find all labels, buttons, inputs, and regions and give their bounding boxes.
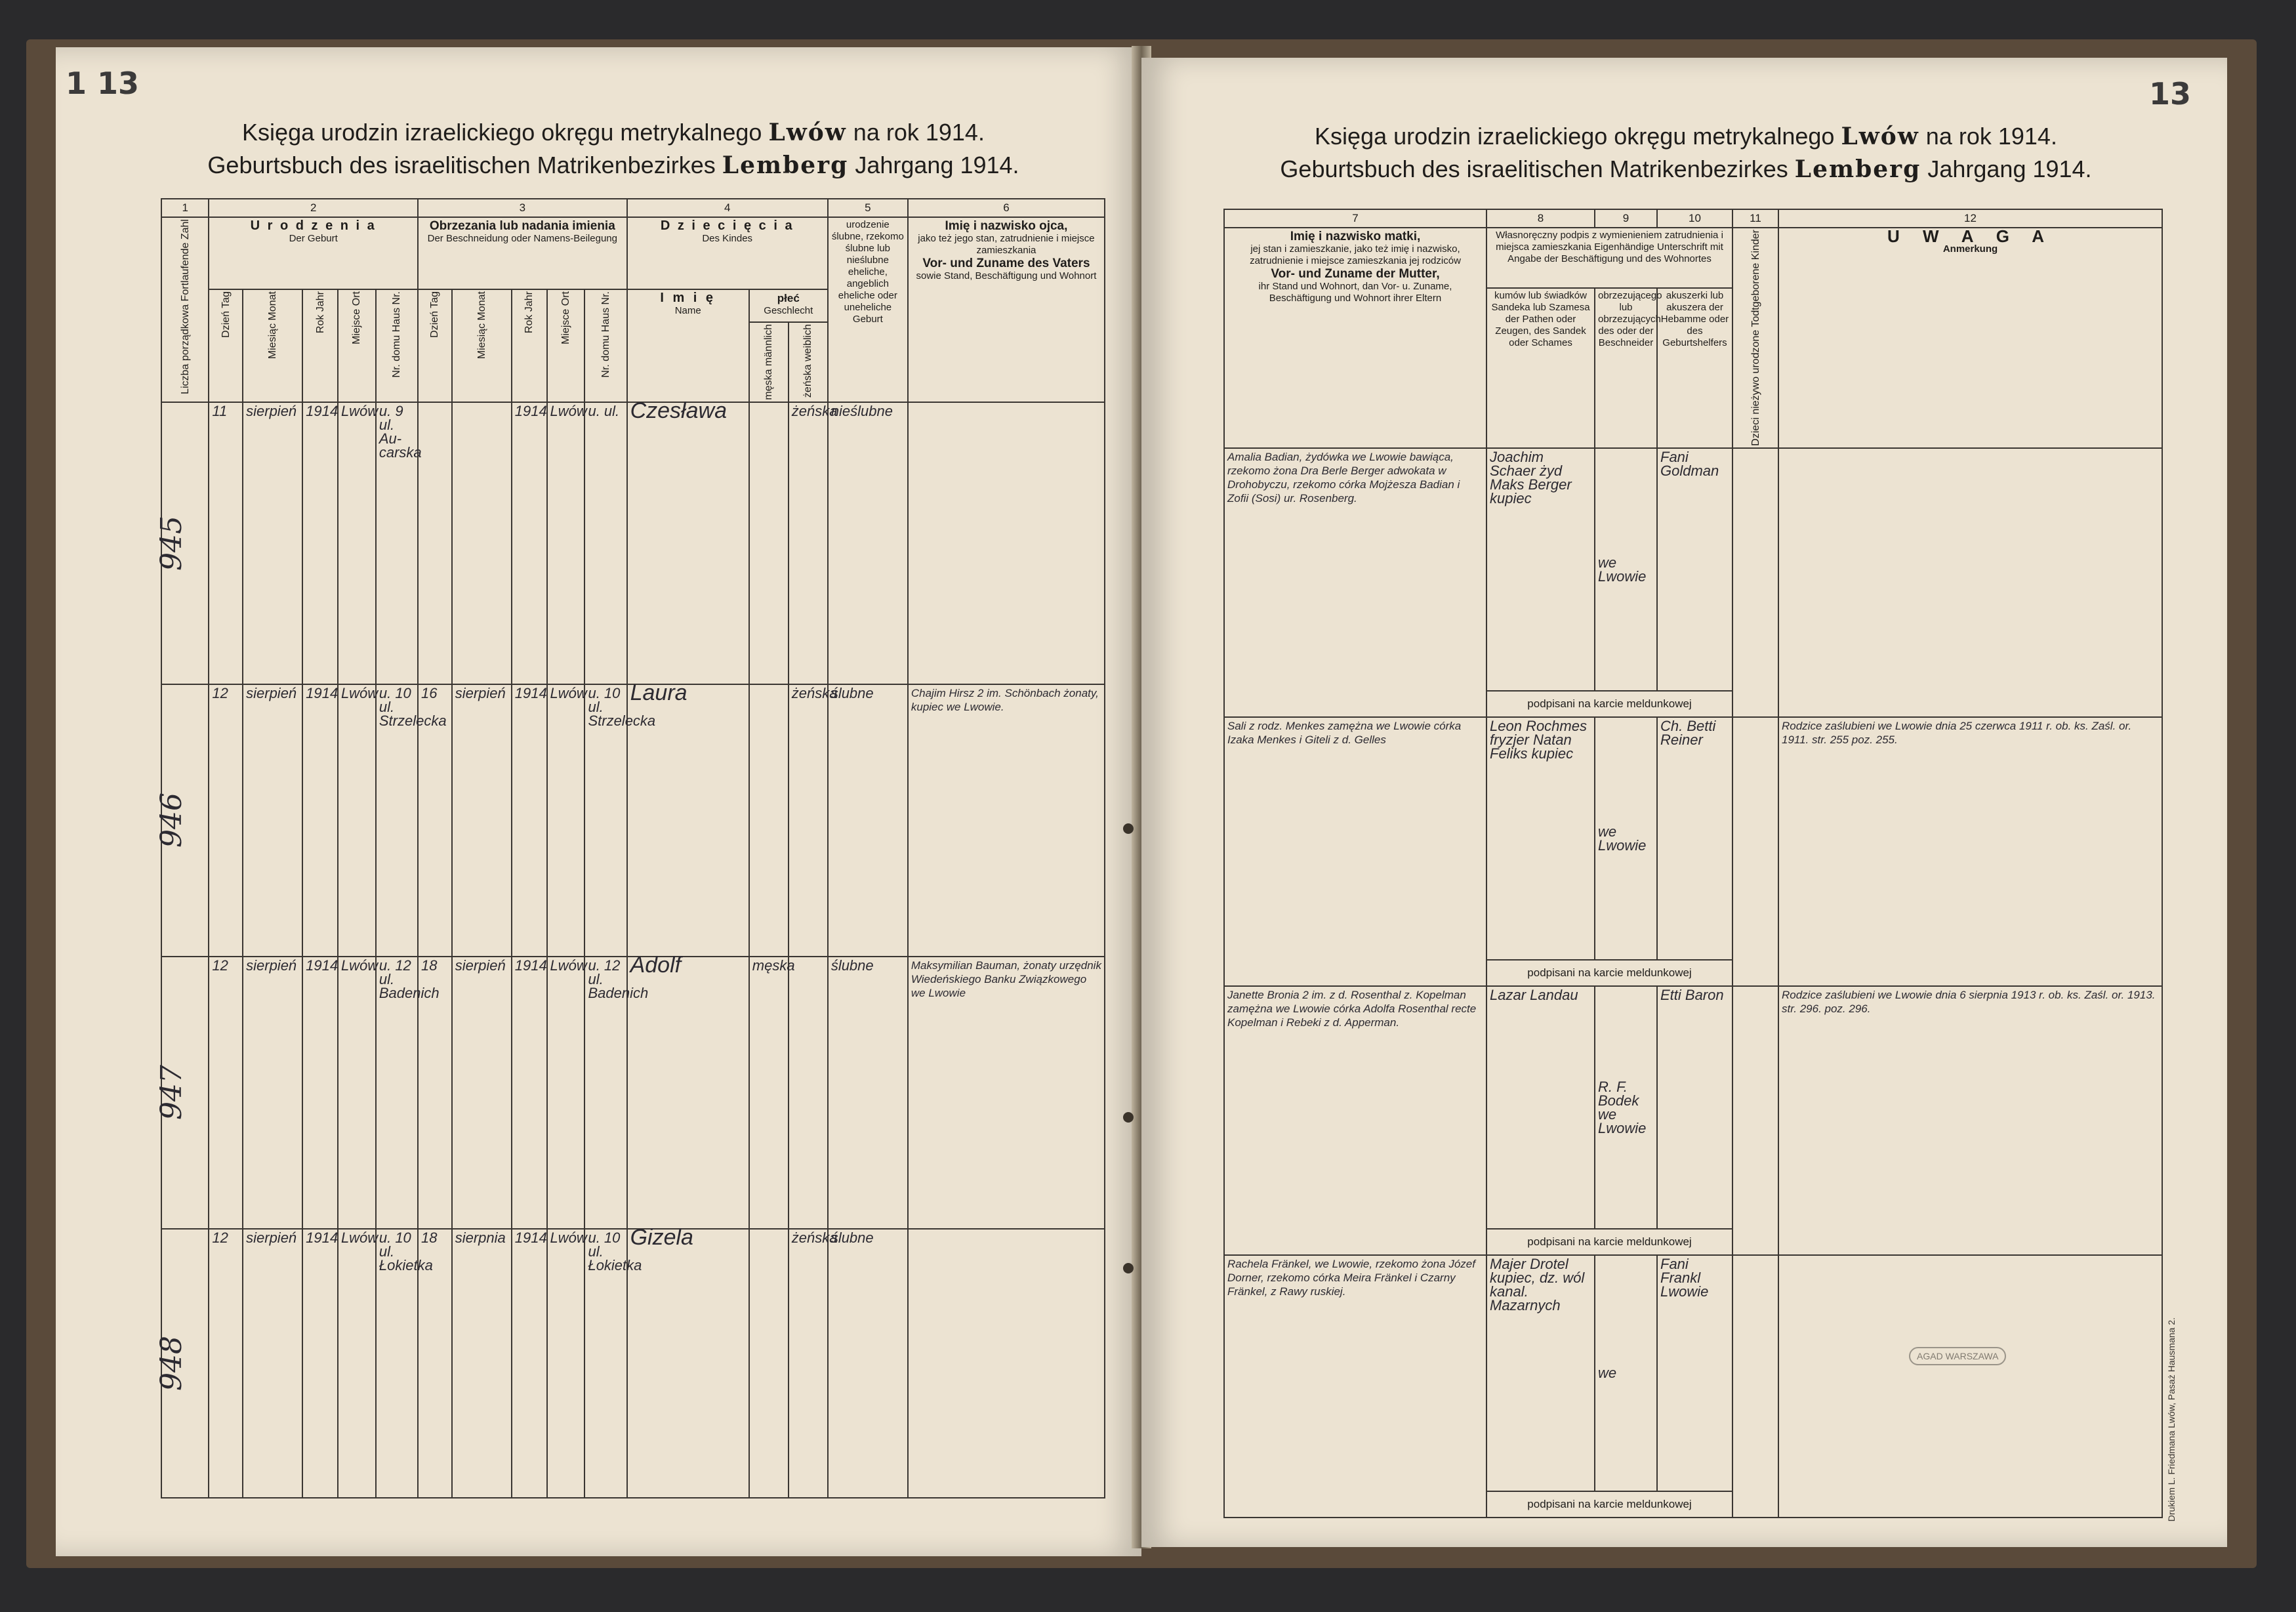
header-birth: U r o d z e n i a Der Geburt [209,217,418,289]
binding-hole [1123,823,1134,834]
title-de-city: Lemberg [722,152,849,179]
midwife: Fani Frankl Lwowie [1657,1255,1732,1491]
circ-place: Lwów [547,402,585,684]
header-circumciser: obrzezującego lub obrzezujących des oder der Beschneider [1595,288,1657,448]
stillborn [1732,717,1778,986]
child-name: Adolf [627,957,749,1229]
stillborn [1732,986,1778,1255]
table-row [161,957,1105,1229]
header-mother: Imię i nazwisko matki, jej stan i zamieszkanie, jako też imię i nazwisko, zatrudnienie i miejsce zamieszkania jej rodziców Vor- und Zuname der Mutter, ihr Stand und Wohnort, dan Vor- u. Zuname, Beschäftigung und Wohnort ihrer Eltern [1224,228,1486,448]
birth-month: sierpień [243,684,302,957]
circumciser: we [1595,1255,1657,1491]
circ-day [418,402,452,684]
title-de-year: Jahrgang 1914. [1927,155,2092,182]
header-day: Dzień Tag [418,289,452,402]
sex-male [749,402,789,684]
sex-female: żeńska [789,684,828,957]
right-page [1141,58,2227,1547]
birth-month: sierpień [243,402,302,684]
birth-house: u. 10 ul. Strzelecka [376,684,418,957]
birth-month: sierpień [243,957,302,1229]
circ-house: u. ul. [584,402,626,684]
page-number: 13 [2148,76,2191,112]
entry-number: 948 [161,1229,209,1498]
circ-place: Lwów [547,684,585,957]
circ-month [452,402,512,684]
circ-month: sierpień [452,684,512,957]
remarks [1778,448,2162,717]
header-father: Imię i nazwisko ojca, jako też jego stan, zatrudnienie i miejsce zamieszkania Vor- und Zuname des Vaters sowie Stand, Beschäftigung und Wohnort [908,217,1105,402]
witnesses: Majer Drotel kupiec, dz. wól kanal. Mazarnych [1486,1255,1595,1491]
child-name: Gizela [627,1229,749,1498]
circ-day: 18 [418,957,452,1229]
sex-female [789,957,828,1229]
circ-year: 1914 [512,402,547,684]
sex-male: męska [749,957,789,1229]
legitimacy: ślubne [828,957,908,1229]
circumciser: R. F. Bodek we Lwowie [1595,986,1657,1229]
witnesses: Lazar Landau [1486,986,1595,1229]
printer-imprint: Drukiem L. Friedmana Lwów, Pasaż Hausmana 2. [2166,1317,2177,1522]
stillborn [1732,448,1778,717]
mother: Janette Bronia 2 im. z d. Rosenthal z. Kopelman zamężna we Lwowie córka Adolfa Rosenthal recte Kopelman i Rebeki z d. Apperman. [1224,986,1486,1255]
sex-male [749,1229,789,1498]
header-child: D z i e c i ę c i a Des Kindes [627,217,828,289]
header-midwife: akuszerki lub akuszera der Hebamme oder des Geburtshelfers [1657,288,1732,448]
birth-day: 12 [209,957,243,1229]
table-row [1224,717,2162,960]
birth-day: 12 [209,1229,243,1498]
col-number: 7 [1224,209,1486,228]
entry-number: 946 [161,684,209,957]
title-de-city: Lemberg [1794,155,1921,183]
circumciser: we Lwowie [1595,448,1657,691]
circ-day: 18 [418,1229,452,1498]
archive-stamp: AGAD WARSZAWA [1909,1347,2006,1365]
birth-year: 1914 [302,684,338,957]
remarks: Rodzice zaślubieni we Lwowie dnia 25 czerwca 1911 r. ob. ks. Zaśl. or. 1911. str. 255 poz. 255. [1778,717,2162,986]
circ-day: 16 [418,684,452,957]
witnesses: Leon Rochmes fryzjer Natan Feliks kupiec [1486,717,1595,960]
birth-house: u. 12 ul. Badenich [376,957,418,1229]
col-number: 12 [1778,209,2162,228]
header-lp: Liczba porządkowa Fortlaufende Zahl [161,217,209,402]
table-row [1224,448,2162,691]
birth-house: u. 10 ul. Łokietka [376,1229,418,1498]
mother: Sali z rodz. Menkes zamężna we Lwowie córka Izaka Menkes i Giteli z d. Gelles [1224,717,1486,986]
circ-month: sierpień [452,957,512,1229]
title-pl-year: na rok 1914. [853,119,985,146]
circ-year: 1914 [512,1229,547,1498]
stillborn [1732,1255,1778,1518]
birth-day: 12 [209,684,243,957]
legitimacy: ślubne [828,1229,908,1498]
header-place: Miejsce Ort [338,289,376,402]
title-de: Geburtsbuch des israelitischen Matrikenbezirkes [207,152,716,178]
col-number: 4 [627,199,828,217]
birth-year: 1914 [302,402,338,684]
circ-year: 1914 [512,957,547,1229]
midwife: Etti Baron [1657,986,1732,1229]
remarks: Rodzice zaślubieni we Lwowie dnia 6 sierpnia 1913 r. ob. ks. Zaśl. or. 1913. str. 296. poz. 296. [1778,986,2162,1255]
header-legitimacy: urodzenie ślubne, rzekomo ślubne lub nieślubne eheliche, angeblich eheliche oder uneheliche Geburt [828,217,908,402]
header-month: Miesiąc Monat [243,289,302,402]
birth-place: Lwów [338,684,376,957]
footer-note: podpisani na karcie meldunkowej [1486,1491,1732,1518]
circ-house: u. 10 ul. Łokietka [584,1229,626,1498]
page-title [1200,120,2171,186]
header-male: męska männlich [749,322,789,402]
footer-note: podpisani na karcie meldunkowej [1486,691,1732,717]
header-day: Dzień Tag [209,289,243,402]
title-pl: Księga urodzin izraelickiego okręgu metrykalnego [1315,123,1835,150]
col-number: 10 [1657,209,1732,228]
title-pl-city: Lwów [1841,123,1919,150]
col-number: 1 [161,199,209,217]
table-row [1224,986,2162,1229]
circumciser: we Lwowie [1595,717,1657,960]
header-female: żeńska weiblich [789,322,828,402]
father [908,1229,1105,1498]
sex-female: żeńska [789,402,828,684]
birth-day: 11 [209,402,243,684]
remarks [1778,1255,2162,1518]
title-de: Geburtsbuch des israelitischen Matrikenbezirkes [1280,155,1788,182]
sex-male [749,684,789,957]
child-name: Laura [627,684,749,957]
child-name: Czesława [627,402,749,684]
birth-place: Lwów [338,402,376,684]
mother: Rachela Fränkel, we Lwowie, rzekomo żona Józef Dorner, rzekomo córka Meira Fränkel i Czarny Fränkel, z Rawy ruskiej. [1224,1255,1486,1518]
page-number: 1 13 [66,66,140,101]
header-house: Nr. domu Haus Nr. [584,289,626,402]
table-row [161,1229,1105,1498]
circ-house: u. 12 ul. Badenich [584,957,626,1229]
col-number: 6 [908,199,1105,217]
midwife: Fani Goldman [1657,448,1732,691]
col-number: 3 [418,199,627,217]
birth-place: Lwów [338,1229,376,1498]
witnesses: Joachim Schaer żyd Maks Berger kupiec [1486,448,1595,691]
header-remarks: U W A G A Anmerkung [1778,228,2162,448]
father [908,402,1105,684]
mother: Amalia Badian, żydówka we Lwowie bawiąca, rzekomo żona Dra Berle Berger adwokata w Drohobyczu, rzekomo córka Mojżesza Badian i Zofii (Sosi) ur. Rosenberg. [1224,448,1486,717]
register-table-right [1223,209,2163,1518]
title-de-year: Jahrgang 1914. [855,152,1019,178]
col-number: 2 [209,199,418,217]
birth-month: sierpień [243,1229,302,1498]
birth-year: 1914 [302,1229,338,1498]
entry-number: 947 [161,957,209,1229]
title-pl-year: na rok 1914. [1925,123,2057,150]
legitimacy: ślubne [828,684,908,957]
header-year: Rok Jahr [302,289,338,402]
header-sex: płeć Geschlecht [749,289,828,322]
midwife: Ch. Betti Reiner [1657,717,1732,960]
entry-number: 945 [161,402,209,684]
page-title [121,116,1105,182]
circ-year: 1914 [512,684,547,957]
father: Maksymilian Bauman, żonaty urzędnik Wiedeńskiego Banku Związkowego we Lwowie [908,957,1105,1229]
col-number: 8 [1486,209,1595,228]
circ-place: Lwów [547,1229,585,1498]
table-row [161,402,1105,684]
header-circumcision: Obrzezania lub nadania imienia Der Beschneidung oder Namens-Beilegung [418,217,627,289]
header-place: Miejsce Ort [547,289,585,402]
header-year: Rok Jahr [512,289,547,402]
header-month: Miesiąc Monat [452,289,512,402]
circ-house: u. 10 ul. Strzelecka [584,684,626,957]
left-page [56,47,1141,1556]
circ-place: Lwów [547,957,585,1229]
title-pl: Księga urodzin izraelickiego okręgu metrykalnego [242,119,762,146]
sex-female: żeńska [789,1229,828,1498]
table-row [161,684,1105,957]
legitimacy: nieślubne [828,402,908,684]
header-witnesses: kumów lub świadków Sandeka lub Szamesa der Pathen oder Zeugen, des Sandek oder Schames [1486,288,1595,448]
binding-hole [1123,1263,1134,1273]
footer-note: podpisani na karcie meldunkowej [1486,960,1732,986]
birth-year: 1914 [302,957,338,1229]
birth-house: u. 9 ul. Au-carska [376,402,418,684]
circ-month: sierpnia [452,1229,512,1498]
register-table-left [155,198,1105,1498]
father: Chajim Hirsz 2 im. Schönbach żonaty, kupiec we Lwowie. [908,684,1105,957]
header-name: I m i ę Name [627,289,749,402]
header-house: Nr. domu Haus Nr. [376,289,418,402]
title-pl-city: Lwów [768,119,847,146]
header-stillborn: Dzieci nieżywo urodzone Todtgeborene Kinder [1732,228,1778,448]
birth-place: Lwów [338,957,376,1229]
col-number: 5 [828,199,908,217]
col-number: 11 [1732,209,1778,228]
header-signature: Własnoręczny podpis z wymienieniem zatrudnienia i miejsca zamieszkania Eigenhändige Unterschrift mit Angabe der Beschäftigung und des Wohnortes [1486,228,1732,288]
footer-note: podpisani na karcie meldunkowej [1486,1229,1732,1255]
col-number: 9 [1595,209,1657,228]
binding-hole [1123,1112,1134,1123]
table-row [1224,1255,2162,1491]
